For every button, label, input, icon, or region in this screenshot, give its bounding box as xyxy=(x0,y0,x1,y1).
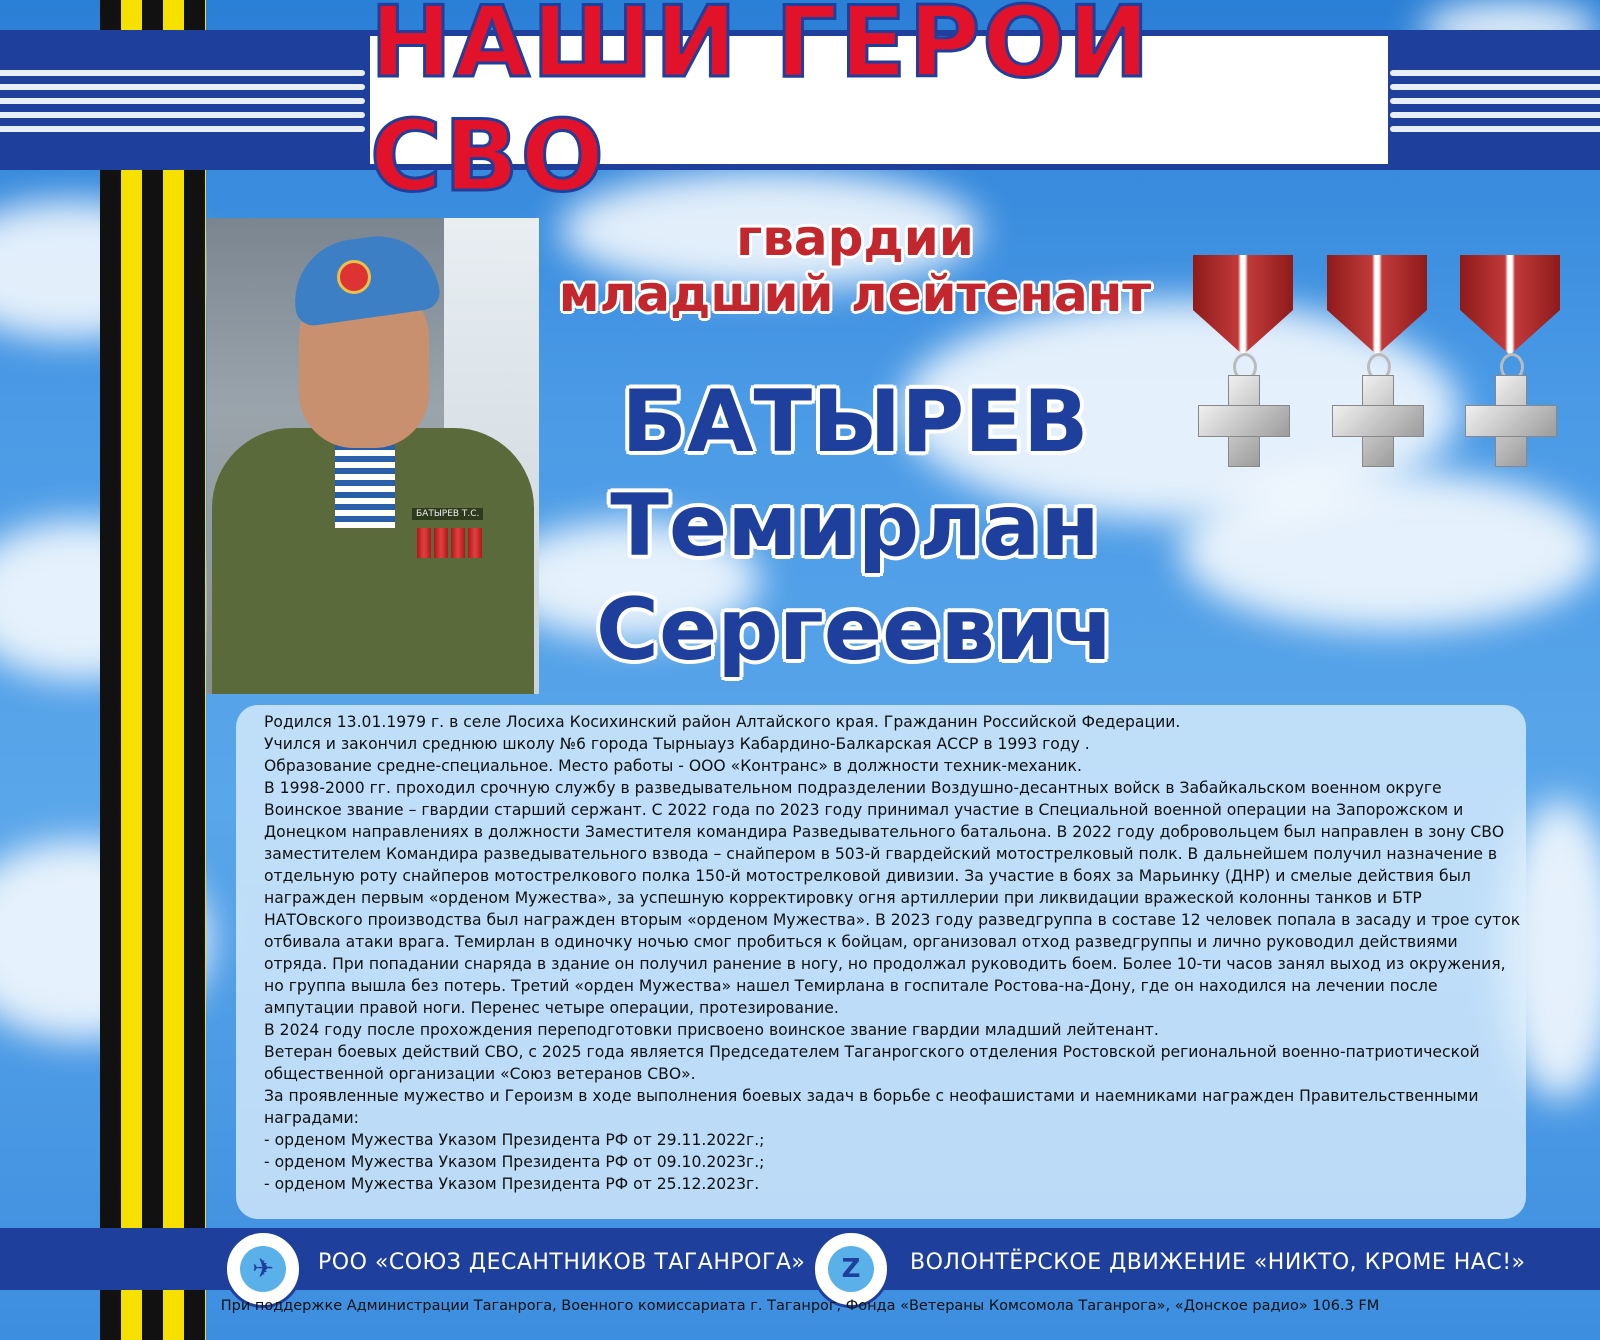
z-letter-icon: Z xyxy=(828,1246,874,1292)
title-box xyxy=(370,0,1388,214)
header-stripes-left xyxy=(0,62,365,142)
patronymic: Сергеевич xyxy=(595,580,1115,680)
award-item: - орденом Мужества Указом Президента РФ от 25.12.2023г. xyxy=(264,1175,760,1193)
order-of-courage-icon xyxy=(1183,255,1303,495)
bio-paragraph: За проявленные мужество и Героизм в ходе выполнения боевых задач в борьбе с неофашистами и наемниками награжден Правительственными наградами: xyxy=(264,1087,1479,1127)
bio-paragraph: Учился и закончил среднюю школу №6 города Тырныауз Кабардино-Балкарская АССР в 1993 году . xyxy=(264,735,1090,753)
order-of-courage-icon xyxy=(1450,255,1570,495)
rank-line2: младший лейтенант xyxy=(558,265,1152,323)
award-item: - орденом Мужества Указом Президента РФ от 09.10.2023г.; xyxy=(264,1153,765,1171)
award-item: - орденом Мужества Указом Президента РФ от 29.11.2022г.; xyxy=(264,1131,765,1149)
first-name: Темирлан xyxy=(610,476,1100,576)
org-left: РОО «СОЮЗ ДЕСАНТНИКОВ ТАГАНРОГА» xyxy=(318,1250,806,1275)
bio-paragraph: В 2024 году после прохождения переподготовки присвоено воинское звание гвардии младший лейтенант. xyxy=(264,1021,1159,1039)
volunteer-movement-logo xyxy=(812,1230,890,1308)
bio-paragraph: Родился 13.01.1979 г. в селе Лосиха Косихинский район Алтайского края. Гражданин Российской Федерации. xyxy=(264,713,1181,731)
page-title: НАШИ ГЕРОИ СВО xyxy=(370,0,1152,214)
photo-name-tag: БАТЫРЕВ Т.С. xyxy=(412,508,483,520)
rank-line1: гвардии xyxy=(736,209,974,267)
rank xyxy=(540,210,1170,322)
order-of-courage-icon xyxy=(1317,255,1437,495)
biography-text xyxy=(264,711,1524,1195)
support-footer: При поддержке Администрации Таганрога, Военного комиссариата г. Таганрог, Фонда «Ветераны Комсомола Таганрога», «Донское радио» 106.3 FM xyxy=(220,1298,1380,1314)
st-george-ribbon xyxy=(100,0,206,1340)
bio-paragraph: В 1998-2000 гг. проходил срочную службу в разведывательном подразделении Воздушно-десантных войск в Забайкальском военном округе Воинское звание – гвардии старший сержант. С 2022 года по 2023 году принимал участие в Специальной военной операции на Запорожском и Донецком направлениях в должности Заместителя командира Разведывательного батальона. В 2022 году добровольцем был направлен в зону СВО заместителем Командира разведывательного взвода – снайпером в 503-й гвардейский мотострелковый полк. В дальнейшем получил назначение в отдельную роту снайперов мотострелкового полка 150-й мотострелковой дивизии. За участие в боях за Марьинку (ДНР) и смелые действия был награжден первым «орденом Мужества», за успешную корректировку огня артиллерии при ликвидации вражеской колонны танков и БТР НАТОвского производства был награжден вторым «орденом Мужества». В 2023 году разведгруппа в составе 12 человек попала в засаду и трое суток отбивала атаки врага. Темирлан в одиночку ночью смог пробиться к бойцам, организовал отход разведгруппы и лично руководил действиями отряда. При попадании снаряда в здание он получил ранение в ногу, но продолжал руководить боем. Более 10-ти часов занял выход из окружения, но группа вышла без потерь. Третий «орден Мужества» нашел Темирлана в госпитале Ростова-на-Дону, где он находился на лечении после ампутации правой ноги. Перенес четыре операции, протезирование. xyxy=(264,779,1521,1017)
bio-paragraph: Образование средне-специальное. Место работы - ООО «Контранс» в должности техник-механик. xyxy=(264,757,1082,775)
hero-name xyxy=(540,370,1170,682)
bio-paragraph: Ветеран боевых действий СВО, с 2025 года является Председателем Таганрогского отделения Ростовской региональной военно-патриотической общественной организации «Союз ветеранов СВО». xyxy=(264,1043,1480,1083)
org-right: ВОЛОНТЁРСКОЕ ДВИЖЕНИЕ «НИКТО, КРОМЕ НАС!» xyxy=(910,1250,1526,1275)
union-paratroopers-logo xyxy=(224,1230,302,1308)
photo-medals xyxy=(417,528,507,608)
beret-badge-icon xyxy=(337,260,371,294)
surname: БАТЫРЕВ xyxy=(621,372,1089,472)
portrait-photo xyxy=(207,218,539,694)
header-stripes-right xyxy=(1390,62,1600,142)
parachute-icon: ✈ xyxy=(240,1246,286,1292)
photo-telnyashka xyxy=(335,438,395,528)
